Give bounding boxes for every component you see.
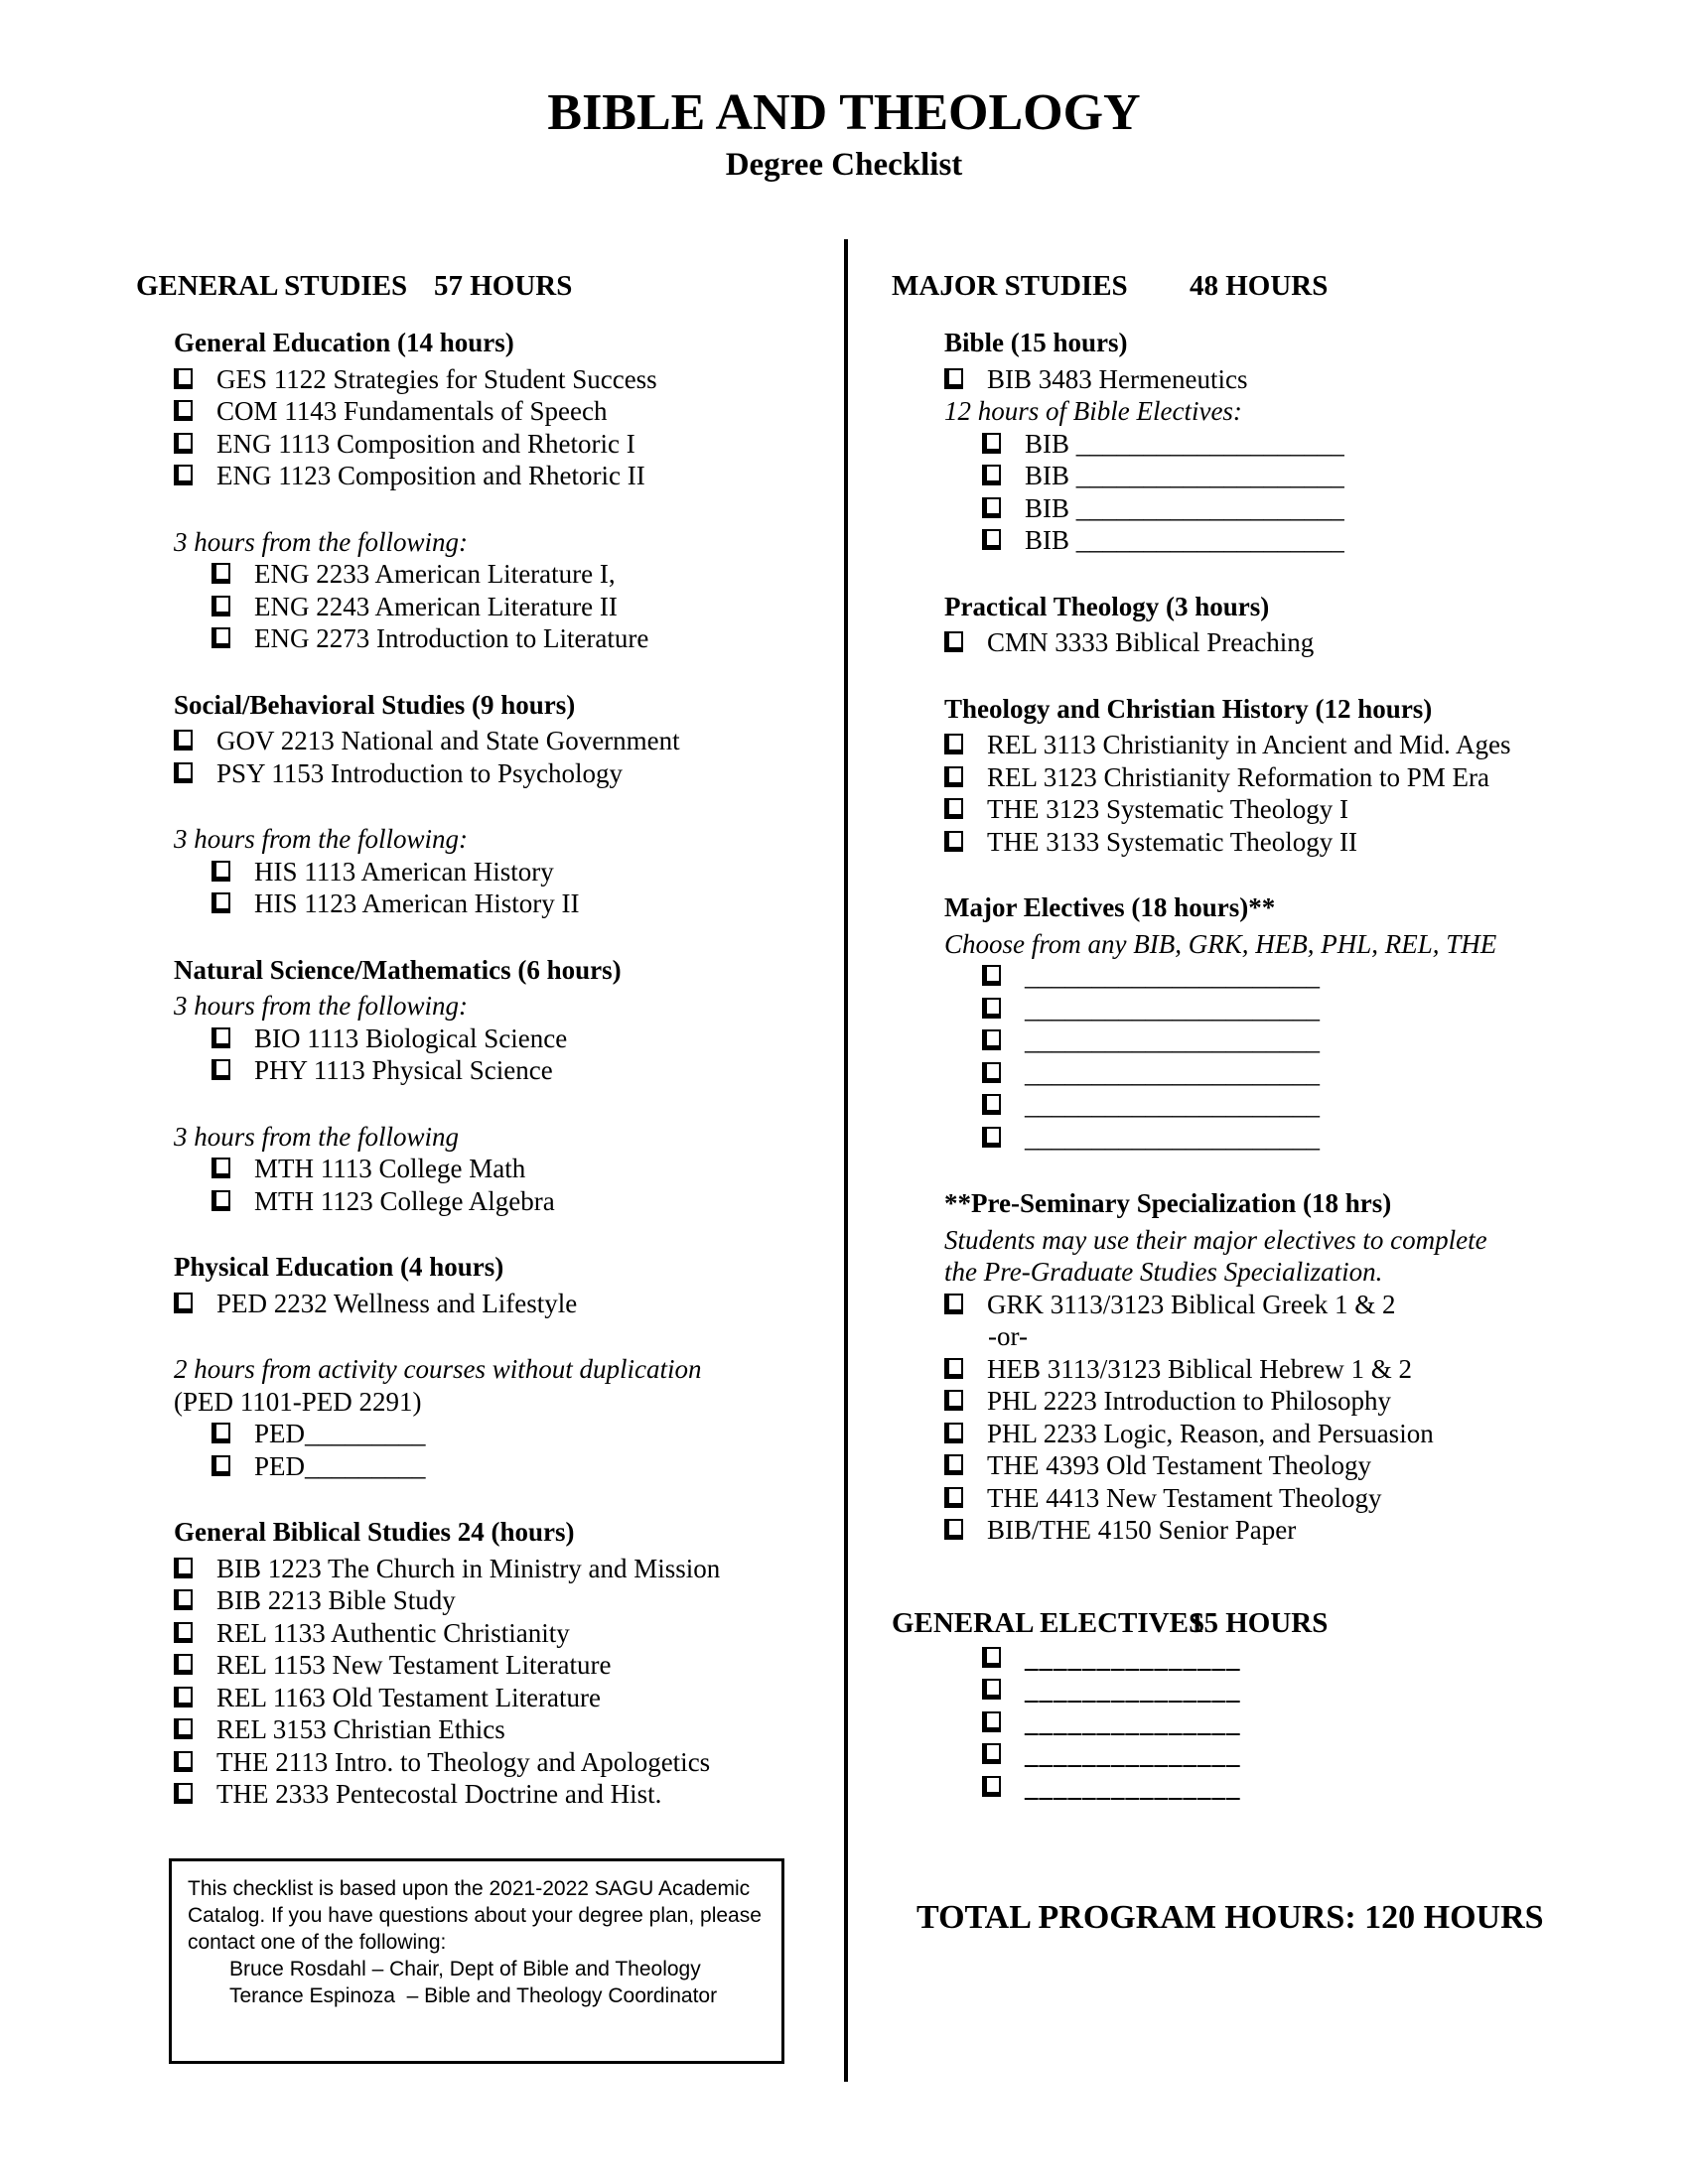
blank-field[interactable]: ______________________: [1025, 1025, 1320, 1055]
blank-field[interactable]: _______________: [1025, 1675, 1241, 1705]
fill-in-item: [982, 1771, 1688, 1804]
fill-in-item: [982, 1674, 1688, 1706]
course-item: [211, 591, 844, 623]
fill-in-item: [982, 993, 1688, 1025]
spacer: [174, 1482, 844, 1516]
checkbox-icon[interactable]: [174, 433, 193, 454]
course-label: HIS 1123 American History II: [254, 888, 580, 918]
course-item: [944, 1514, 1688, 1547]
spacer: [944, 659, 1688, 693]
course-label: HIS 1113 American History: [254, 856, 554, 887]
total-program-hours: TOTAL PROGRAM HOURS: 120 HOURS: [916, 1899, 1544, 1936]
blank-field[interactable]: ______________________: [1025, 1057, 1320, 1088]
course-item: [174, 1584, 844, 1617]
checkbox-icon[interactable]: [982, 1127, 1001, 1148]
course-item: [174, 1778, 844, 1811]
course-label: THE 3133 Systematic Theology II: [987, 826, 1357, 857]
blank-field[interactable]: PED_________: [254, 1450, 426, 1481]
course-label: REL 1163 Old Testament Literature: [216, 1682, 602, 1712]
course-item: [174, 1617, 844, 1650]
note-line: This checklist is based upon the 2021-2022 SAGU Academic: [188, 1876, 751, 1900]
course-label: COM 1143 Fundamentals of Speech: [216, 396, 608, 426]
course-item: [174, 460, 844, 492]
course-label: PHL 2223 Introduction to Philosophy: [987, 1386, 1392, 1416]
checkbox-icon[interactable]: [944, 1423, 963, 1443]
course-label: REL 3123 Christianity Reformation to PM Era: [987, 761, 1489, 792]
course-label: HEB 3113/3123 Biblical Hebrew 1 & 2: [987, 1353, 1412, 1384]
course-label: ENG 2273 Introduction to Literature: [254, 623, 649, 653]
checkbox-icon[interactable]: [944, 1519, 963, 1540]
checkbox-icon[interactable]: [982, 465, 1001, 485]
course-label: REL 1133 Authentic Christianity: [216, 1617, 570, 1648]
general-studies-header-label: GENERAL STUDIES: [136, 270, 408, 302]
section-note: the Pre-Graduate Studies Specialization.: [944, 1257, 1383, 1287]
blank-field[interactable]: _______________: [1025, 1739, 1241, 1769]
checkbox-icon[interactable]: [211, 1455, 230, 1476]
blank-field[interactable]: BIB ____________________: [1025, 492, 1344, 523]
checkbox-icon[interactable]: [211, 563, 230, 584]
page-title: BIBLE AND THEOLOGY: [547, 84, 1141, 141]
checkbox-icon[interactable]: [174, 730, 193, 751]
course-item: [174, 428, 844, 461]
checkbox-icon[interactable]: [982, 1094, 1001, 1115]
note-line: Catalog. If you have questions about your degree plan, please: [188, 1903, 762, 1927]
checkbox-icon[interactable]: [211, 1190, 230, 1211]
spacer: [174, 1087, 844, 1121]
course-item: [174, 757, 844, 790]
checkbox-icon[interactable]: [982, 1776, 1001, 1797]
checkbox-icon[interactable]: [944, 1487, 963, 1508]
fill-in-item: [982, 428, 1688, 461]
checkbox-icon[interactable]: [174, 1293, 193, 1313]
checkbox-icon[interactable]: [944, 1454, 963, 1475]
checkbox-icon[interactable]: [982, 497, 1001, 518]
checkbox-icon[interactable]: [982, 529, 1001, 550]
checkbox-icon[interactable]: [211, 892, 230, 913]
blank-field[interactable]: ______________________: [1025, 961, 1320, 991]
checkbox-icon[interactable]: [211, 1027, 230, 1048]
major-studies-header-hours: 48 HOURS: [1190, 270, 1329, 302]
course-label: ENG 2233 American Literature I,: [254, 559, 616, 589]
page-subtitle: Degree Checklist: [725, 147, 963, 183]
checkbox-icon[interactable]: [944, 1390, 963, 1411]
section-note: 3 hours from the following: [174, 1121, 460, 1152]
course-item: [174, 395, 844, 428]
spacer: [944, 1154, 1688, 1187]
blank-field[interactable]: PED_________: [254, 1419, 426, 1448]
checkbox-icon[interactable]: [944, 1294, 963, 1314]
two-column-layout: [0, 239, 1688, 2082]
spacer: [174, 920, 844, 954]
spacer: [944, 557, 1688, 591]
course-item: [174, 1553, 844, 1585]
major-studies-header-label: MAJOR STUDIES: [892, 270, 1128, 302]
fill-in-item: [211, 1450, 844, 1483]
course-label: BIB 1223 The Church in Ministry and Mission: [216, 1553, 721, 1583]
general-studies-header: [136, 269, 844, 303]
blank-field[interactable]: _______________: [1025, 1706, 1241, 1737]
checkbox-icon[interactable]: [211, 596, 230, 616]
checkbox-icon[interactable]: [211, 1423, 230, 1443]
course-item: [211, 1023, 844, 1055]
fill-in-item: [982, 492, 1688, 525]
checkbox-icon[interactable]: [944, 631, 963, 652]
course-label: REL 3113 Christianity in Ancient and Mid. Ages: [987, 730, 1511, 759]
fill-in-item: [982, 460, 1688, 492]
course-item: [944, 626, 1688, 659]
course-label: ENG 2243 American Literature II: [254, 591, 618, 621]
course-item: [211, 1054, 844, 1087]
checkbox-icon[interactable]: [211, 1158, 230, 1178]
course-label: REL 1153 New Testament Literature: [216, 1650, 612, 1680]
checkbox-icon[interactable]: [982, 1029, 1001, 1050]
course-item: [944, 826, 1688, 859]
course-label: ENG 1123 Composition and Rhetoric II: [216, 461, 645, 490]
blank-field[interactable]: _______________: [1025, 1642, 1241, 1673]
checkbox-icon[interactable]: [944, 734, 963, 754]
column-header-hours: 15 HOURS: [1190, 1606, 1329, 1639]
general-studies-header-hours: 57 HOURS: [434, 270, 573, 302]
contact-line: Bruce Rosdahl – Chair, Dept of Bible and Theology: [229, 1957, 701, 1980]
checkbox-icon[interactable]: [944, 831, 963, 852]
course-item: [944, 1418, 1688, 1450]
course-item: [174, 1682, 844, 1714]
checkbox-icon[interactable]: [174, 1654, 193, 1675]
spacer: [174, 789, 844, 823]
section-note: 2 hours from activity courses without duplication: [174, 1354, 702, 1384]
checkbox-icon[interactable]: [982, 965, 1001, 986]
checkbox-icon[interactable]: [174, 1783, 193, 1804]
section-note: 3 hours from the following:: [174, 824, 469, 854]
blank-field[interactable]: BIB ____________________: [1025, 428, 1344, 459]
course-item: [944, 363, 1688, 396]
course-label: PED 2232 Wellness and Lifestyle: [216, 1288, 578, 1318]
spacer: [174, 655, 844, 689]
section-heading: **Pre-Seminary Specialization (18 hrs): [944, 1188, 1392, 1218]
section-heading: Theology and Christian History (12 hours): [944, 693, 1433, 724]
course-item: [174, 1713, 844, 1746]
section-heading: Major Electives (18 hours)**: [944, 892, 1276, 922]
course-item: [944, 1353, 1688, 1386]
fill-in-item: [982, 1024, 1688, 1057]
checkbox-icon[interactable]: [174, 1558, 193, 1578]
course-label: THE 2333 Pentecostal Doctrine and Hist.: [216, 1779, 662, 1809]
course-item: [211, 622, 844, 655]
course-item: [211, 1185, 844, 1218]
section-note: Students may use their major electives to complete: [944, 1224, 1487, 1255]
course-label: THE 3123 Systematic Theology I: [987, 794, 1348, 824]
spacer: [174, 1217, 844, 1251]
spacer: [944, 858, 1688, 891]
checkbox-icon[interactable]: [944, 798, 963, 819]
course-item: [174, 1746, 844, 1779]
course-item: [944, 1482, 1688, 1515]
section-note: 3 hours from the following:: [174, 526, 469, 557]
checkbox-icon[interactable]: [174, 1589, 193, 1610]
course-label: GOV 2213 National and State Government: [216, 726, 680, 755]
checkbox-icon[interactable]: [944, 368, 963, 389]
note-line: contact one of the following:: [188, 1930, 447, 1954]
course-item: [174, 363, 844, 396]
section-heading: Natural Science/Mathematics (6 hours): [174, 954, 622, 985]
section-heading: General Education (14 hours): [174, 328, 514, 357]
course-label: BIB 3483 Hermeneutics: [987, 363, 1248, 394]
checkbox-icon[interactable]: [174, 1718, 193, 1739]
fill-in-item: [982, 524, 1688, 557]
section-heading: Social/Behavioral Studies (9 hours): [174, 689, 576, 720]
course-label: REL 3153 Christian Ethics: [216, 1714, 505, 1744]
course-item: [211, 887, 844, 920]
spacer: [174, 1319, 844, 1353]
fill-in-item: [982, 1089, 1688, 1122]
course-item: [944, 1385, 1688, 1418]
checkbox-icon[interactable]: [174, 368, 193, 389]
contact-line: Terance Espinoza – Bible and Theology Coordinator: [229, 1983, 718, 2007]
section-note: 12 hours of Bible Electives:: [944, 396, 1242, 426]
course-item: [944, 729, 1688, 761]
course-label: PSY 1153 Introduction to Psychology: [216, 757, 624, 788]
column-header: [892, 1606, 1688, 1640]
spacer: [944, 1803, 1688, 1897]
spacer: [944, 1547, 1688, 1606]
general-studies-column: [0, 239, 844, 2082]
course-label: THE 4393 Old Testament Theology: [987, 1450, 1372, 1480]
checkbox-icon[interactable]: [174, 762, 193, 783]
general-studies-checklist: [174, 327, 844, 1811]
checkbox-icon[interactable]: [982, 998, 1001, 1019]
section-heading: Bible (15 hours): [944, 328, 1128, 357]
section-heading: Practical Theology (3 hours): [944, 591, 1270, 621]
course-label: PHL 2233 Logic, Reason, and Persuasion: [987, 1418, 1434, 1448]
fill-in-item: [982, 1122, 1688, 1155]
checkbox-icon[interactable]: [982, 1711, 1001, 1732]
column-header-label: GENERAL ELECTIVES: [892, 1606, 1205, 1639]
course-item: [944, 1449, 1688, 1482]
course-label: THE 4413 New Testament Theology: [987, 1482, 1382, 1513]
checkbox-icon[interactable]: [944, 1358, 963, 1379]
checkbox-icon[interactable]: [174, 1622, 193, 1643]
blank-field[interactable]: ______________________: [1025, 1122, 1320, 1153]
blank-field[interactable]: BIB ____________________: [1025, 461, 1344, 490]
course-label: MTH 1113 College Math: [254, 1154, 526, 1183]
checkbox-icon[interactable]: [211, 1059, 230, 1080]
blank-field[interactable]: _______________: [1025, 1771, 1241, 1802]
fill-in-item: [982, 960, 1688, 993]
course-label: THE 2113 Intro. to Theology and Apologetics: [216, 1746, 711, 1777]
checkbox-icon[interactable]: [174, 1687, 193, 1707]
major-studies-checklist: [892, 327, 1688, 1939]
course-item: [174, 1288, 844, 1320]
checkbox-icon[interactable]: [944, 766, 963, 787]
course-label: BIO 1113 Biological Science: [254, 1023, 568, 1053]
course-item: [174, 725, 844, 757]
checkbox-icon[interactable]: [211, 627, 230, 648]
checkbox-icon[interactable]: [174, 1751, 193, 1772]
checkbox-icon[interactable]: [982, 433, 1001, 454]
fill-in-item: [982, 1057, 1688, 1090]
course-label: CMN 3333 Biblical Preaching: [987, 627, 1315, 657]
course-item: [944, 761, 1688, 794]
section-heading: Physical Education (4 hours): [174, 1252, 504, 1282]
section-note: (PED 1101-PED 2291): [174, 1386, 422, 1417]
advisor-note-box: [169, 1858, 784, 2064]
course-label: BIB/THE 4150 Senior Paper: [987, 1515, 1297, 1545]
fill-in-item: [982, 1738, 1688, 1771]
checkbox-icon[interactable]: [174, 465, 193, 485]
section-note: 3 hours from the following:: [174, 991, 469, 1021]
blank-field[interactable]: ______________________: [1025, 1090, 1320, 1120]
fill-in-item: [982, 1642, 1688, 1675]
section-heading: General Biblical Studies 24 (hours): [174, 1517, 575, 1547]
fill-in-item: [211, 1418, 844, 1450]
or-separator: -or-: [988, 1321, 1028, 1351]
course-label: GES 1122 Strategies for Student Success: [216, 363, 657, 394]
checkbox-icon[interactable]: [211, 861, 230, 882]
major-studies-header: [892, 269, 1688, 303]
major-studies-column: [848, 239, 1688, 2082]
course-item: [211, 1153, 844, 1185]
checkbox-icon[interactable]: [982, 1679, 1001, 1700]
course-item: [944, 1289, 1688, 1321]
checkbox-icon[interactable]: [982, 1062, 1001, 1083]
checkbox-icon[interactable]: [174, 400, 193, 421]
course-item: [211, 558, 844, 591]
course-label: BIB 2213 Bible Study: [216, 1585, 456, 1615]
section-note: Choose from any BIB, GRK, HEB, PHL, REL, THE: [944, 928, 1497, 959]
blank-field[interactable]: ______________________: [1025, 993, 1320, 1024]
course-label: MTH 1123 College Algebra: [254, 1185, 555, 1216]
blank-field[interactable]: BIB ____________________: [1025, 525, 1344, 555]
course-label: GRK 3113/3123 Biblical Greek 1 & 2: [987, 1289, 1396, 1319]
spacer: [174, 492, 844, 526]
checkbox-icon[interactable]: [982, 1647, 1001, 1668]
course-item: [944, 793, 1688, 826]
course-item: [174, 1649, 844, 1682]
course-label: ENG 1113 Composition and Rhetoric I: [216, 428, 635, 459]
checkbox-icon[interactable]: [982, 1743, 1001, 1764]
course-item: [211, 856, 844, 888]
fill-in-item: [982, 1706, 1688, 1739]
course-label: PHY 1113 Physical Science: [254, 1055, 553, 1085]
